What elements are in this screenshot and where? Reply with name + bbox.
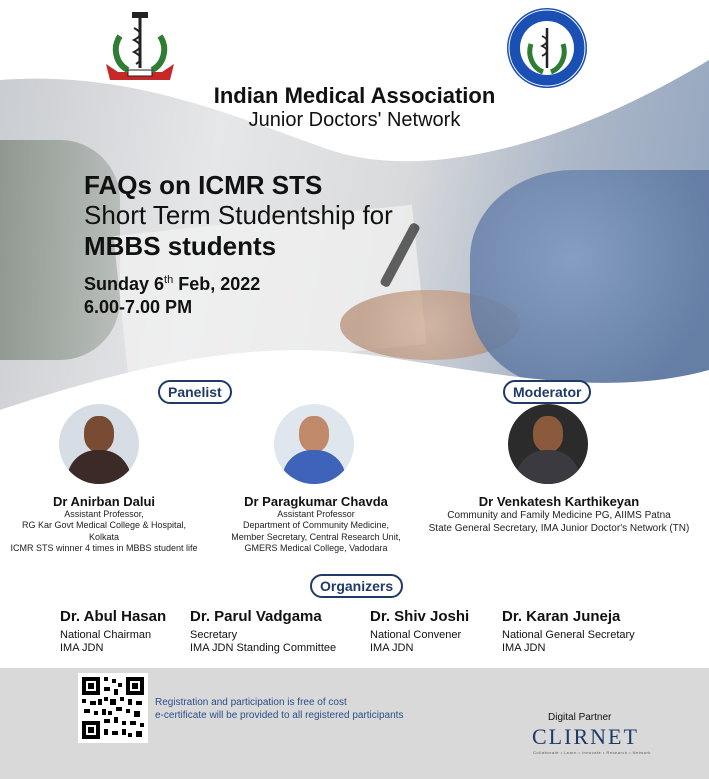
event-date-suffix: th xyxy=(164,274,174,287)
digital-partner-label: Digital Partner xyxy=(548,712,612,723)
organizer-org: IMA JDN xyxy=(60,642,104,655)
organizer-role: National Chairman xyxy=(60,629,152,641)
speaker-card xyxy=(218,494,414,554)
organizer-name: Dr. Shiv Joshi xyxy=(370,608,470,625)
speaker-card xyxy=(414,494,704,535)
speaker-card xyxy=(6,494,202,554)
speaker-name: Dr Anirban Dalui xyxy=(52,494,156,509)
speaker-detail: State General Secretary, IMA Junior Doctor's Network (TN) xyxy=(428,523,690,534)
organizer-org: IMA JDN Standing Committee xyxy=(190,642,337,655)
speaker-detail: RG Kar Govt Medical College & Hospital, Kolkata xyxy=(21,520,187,542)
ima-logo-icon xyxy=(98,6,182,86)
speaker-detail: Department of Community Medicine, xyxy=(242,520,390,531)
event-date xyxy=(84,274,393,296)
jdn-logo-icon xyxy=(505,6,589,90)
event-audience: MBBS students xyxy=(84,231,277,262)
avatar xyxy=(508,404,588,484)
organizer-role: Secretary xyxy=(190,629,238,641)
organizer-org: IMA JDN xyxy=(502,642,546,655)
speaker-detail: Community and Family Medicine PG, AIIMS Patna xyxy=(447,510,671,521)
organizer-name: Dr. Abul Hasan xyxy=(60,608,167,625)
moderator-label: Moderator xyxy=(503,380,591,404)
org-title xyxy=(0,84,709,133)
organizer-role: National General Secretary xyxy=(502,629,635,641)
panelist-label: Panelist xyxy=(158,380,232,404)
speaker-name: Dr Paragkumar Chavda xyxy=(244,494,388,509)
organizer-role: National Convener xyxy=(370,629,462,641)
footer-line: Registration and participation is free of cost xyxy=(155,697,347,708)
organizer-card xyxy=(190,608,336,655)
event-info xyxy=(84,170,393,319)
organizer-name: Dr. Karan Juneja xyxy=(502,608,621,625)
event-date-day: Sunday 6 xyxy=(84,274,165,295)
organizer-name: Dr. Parul Vadgama xyxy=(190,608,322,625)
avatar xyxy=(59,404,139,484)
speaker-detail: Assistant Professor, xyxy=(64,509,144,519)
footer-line: e-certificate will be provided to all registered participants xyxy=(155,710,404,721)
organizer-card xyxy=(60,608,166,655)
speaker-detail: ICMR STS winner 4 times in MBBS student life xyxy=(10,542,198,553)
organizers-label: Organizers xyxy=(310,574,403,598)
qr-code-icon[interactable] xyxy=(78,673,148,743)
event-date-rest: Feb, 2022 xyxy=(173,274,261,295)
org-name: Indian Medical Association xyxy=(213,83,496,108)
avatar xyxy=(274,404,354,484)
event-title: FAQs on ICMR STS xyxy=(84,170,323,200)
speaker-detail: GMERS Medical College, Vadodara xyxy=(244,542,388,553)
event-time: 6.00-7.00 PM xyxy=(84,296,193,317)
organizer-card xyxy=(502,608,635,655)
event-subtitle: Short Term Studentship for xyxy=(84,200,393,231)
organizer-org: IMA JDN xyxy=(370,642,414,655)
speaker-name: Dr Venkatesh Karthikeyan xyxy=(478,494,640,509)
speaker-detail: Assistant Professor xyxy=(277,509,355,519)
org-subtitle: Junior Doctors' Network xyxy=(248,109,461,132)
organizer-card xyxy=(370,608,469,655)
clirnet-logo: CLIRNET xyxy=(532,724,639,749)
speaker-detail: Member Secretary, Central Research Unit, xyxy=(231,531,401,542)
footer-notice xyxy=(155,696,403,722)
clirnet-tagline: Collaborate • Learn • Innovate • Research • Network xyxy=(533,750,651,755)
